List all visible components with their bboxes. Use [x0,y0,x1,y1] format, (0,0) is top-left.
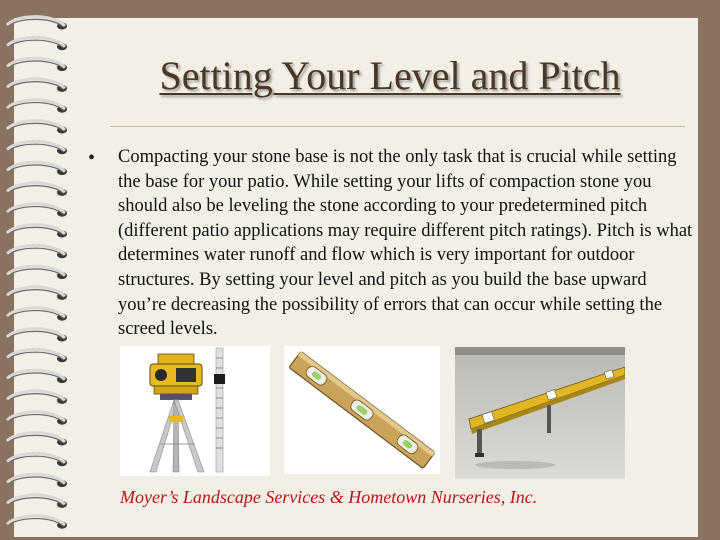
binding-ring [8,17,64,25]
bullet-marker: • [88,147,96,169]
binding-ring [8,100,64,108]
binding-ring [8,453,64,461]
spirit-level-photo [284,346,440,474]
spiral-binding [0,0,90,540]
binding-ring [8,495,64,503]
slide-title: Setting Your Level and Pitch [159,53,621,98]
binding-ring [8,245,64,253]
binding-ring [8,474,64,482]
binding-ring [8,370,64,378]
binding-ring [8,204,64,212]
binding-ring [8,412,64,420]
binding-ring [8,329,64,337]
binding-ring [8,37,64,45]
title-divider [110,126,685,127]
screed-level-photo [455,347,625,479]
binding-ring [8,58,64,66]
laser-level-photo [120,346,270,476]
bullet-text: Compacting your stone base is not the only task that is crucial while setting the base for your patio. While setting your lifts of compaction stone you should also be leveling the stone according to your predetermined pitch (different patio applications may require different pitch ratings). Pitch is what determines water runoff and flow which is very important for outdoor structures. By setting your level and pitch as you build the base upward you’re decreasing the possibility of errors that can occur while setting the screed levels. [118,147,693,340]
binding-ring [8,266,64,274]
binding-ring [8,391,64,399]
binding-ring [8,287,64,295]
binding-ring [8,79,64,87]
binding-ring [8,162,64,170]
binding-ring [8,141,64,149]
binding-ring [8,433,64,441]
binding-ring [8,516,64,524]
company-footer: Moyer’s Landscape Services & Hometown Nurseries, Inc. [120,487,538,507]
binding-ring [8,308,64,316]
binding-ring [8,225,64,233]
binding-ring [8,121,64,129]
binding-ring [8,183,64,191]
binding-ring [8,349,64,357]
